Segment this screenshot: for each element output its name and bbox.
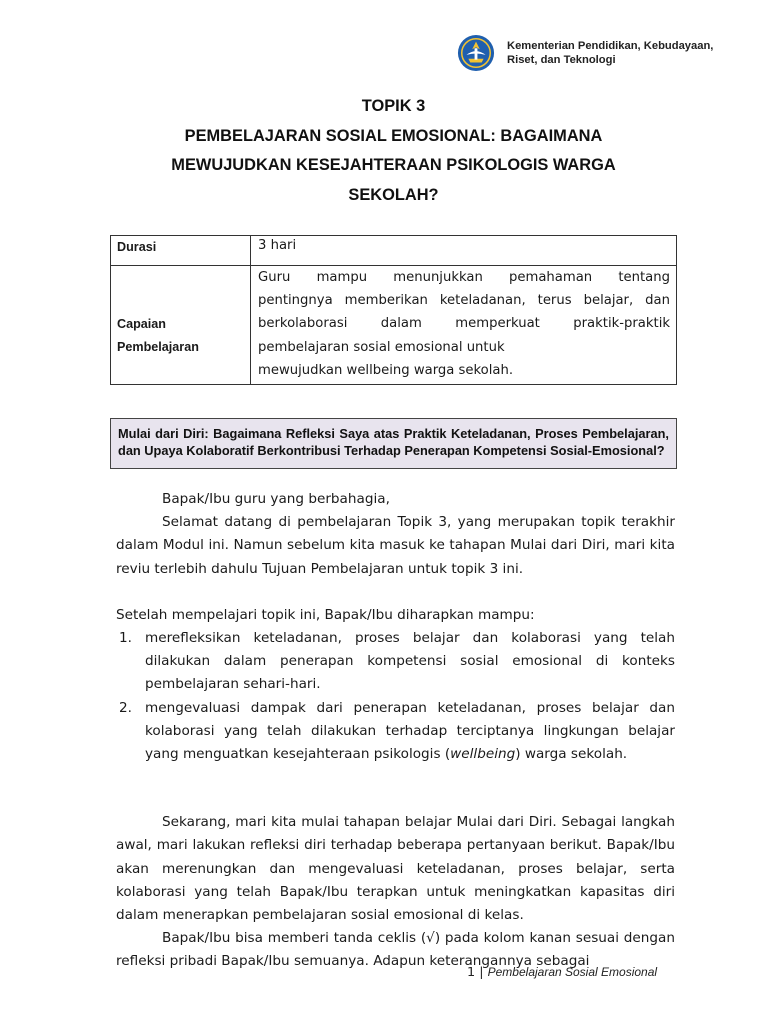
intro-paragraph: Selamat datang di pembelajaran Topik 3, yang merupakan topik terakhir dalam Modul ini. Namun sebelum kita masuk ke tahapan Mulai dari Diri, mari kita reviu terlebih dahulu Tujuan Pembelajaran untuk topik 3 ini. [116,514,675,577]
ministry-name-line2: Riset, dan Teknologi [507,54,616,66]
capaian-value-line3: berkolaborasi dalam memperkuat praktik-praktik [258,316,670,332]
greeting-paragraph: Bapak/Ibu guru yang berbahagia, [162,491,390,507]
capaian-value-line5: mewujudkan wellbeing warga sekolah. [258,362,514,378]
title-line3: MEWUJUDKAN KESEJAHTERAAN PSIKOLOGIS WARGA [171,156,616,174]
capaian-label [111,266,251,385]
title-line4: SEKOLAH? [348,185,439,204]
tut-wuri-handayani-emblem-icon [457,34,495,72]
durasi-label: Durasi [111,236,251,266]
page-number: 1 [467,965,476,980]
list-item-text: merefleksikan keteladanan, proses belajar dan kolaborasi yang telah dilakukan dalam penerapan kompetensi sosial emosional di konteks pembelajaran sehari-hari. [145,630,675,693]
list-item [116,697,675,767]
sekarang-paragraph: Sekarang, mari kita mulai tahapan belajar Mulai dari Diri. Sebagai langkah awal, mari lakukan refleksi diri terhadap beberapa pertanyaan berikut. Bapak/Ibu akan merenungkan dan mengevaluasi keteladanan, proses belajar, serta kolaborasi yang telah Bapak/Ibu terapkan untuk meningkatkan kapasitas diri dalam menerapkan pembelajaran sosial emosional di kelas. [116,814,675,924]
table-row-capaian [111,266,677,385]
durasi-value: 3 hari [251,236,677,266]
info-table [110,235,677,385]
objectives-intro: Setelah mempelajari topik ini, Bapak/Ibu diharapkan mampu: [116,606,535,623]
footer-title: Pembelajaran Sosial Emosional [487,965,658,979]
capaian-value-line1: Guru mampu menunjukkan pemahaman tentang [258,270,670,285]
list-item-text-before: mengevaluasi dampak dari penerapan keteladanan, proses belajar dan kolaborasi yang telah dilakukan terhadap terciptanya lingkungan belajar yang menguatkan kesejahteraan psikologis ( [145,699,675,763]
list-item-number: 2. [119,699,132,716]
footer-separator: | [479,965,484,980]
list-item-number: 1. [119,630,132,647]
capaian-label-line1: Capaian [117,317,166,331]
page-footer [467,965,677,980]
ministry-logo [457,33,727,73]
capaian-value-line4: pembelajaran sosial emosional untuk [258,339,505,355]
capaian-label-line2: Pembelajaran [117,340,199,354]
wellbeing-term: wellbeing [450,746,516,763]
capaian-value [251,266,677,385]
document-title [110,92,677,210]
list-item-text [145,697,675,767]
title-line2: PEMBELAJARAN SOSIAL EMOSIONAL: BAGAIMANA [184,126,603,145]
paragraph-gap [116,581,675,604]
list-item [116,627,675,697]
paragraph-gap [116,766,675,789]
capaian-value-line2: pentingnya memberikan keteladanan, terus belajar, dan [258,293,670,309]
title-topic: TOPIK 3 [361,97,426,115]
objectives-list [116,627,675,766]
ceklis-paragraph: Bapak/Ibu bisa memberi tanda ceklis (√) pada kolom kanan sesuai dengan refleksi pribadi Bapak/Ibu semuanya. Adapun keterangannya sebagai [116,930,675,970]
table-row-durasi [111,236,677,266]
list-item-text-after: ) warga sekolah. [515,746,628,763]
ministry-name-line1: Kementerian Pendidikan, Kebudayaan, [507,40,714,52]
ministry-name [507,39,713,67]
body-content [116,488,675,974]
mulai-dari-diri-box: Mulai dari Diri: Bagaimana Refleksi Saya atas Praktik Keteladanan, Proses Pembelajaran, dan Upaya Kolaboratif Berkontribusi Terhadap Penerapan Kompetensi Sosial-Emosional? [110,418,677,469]
